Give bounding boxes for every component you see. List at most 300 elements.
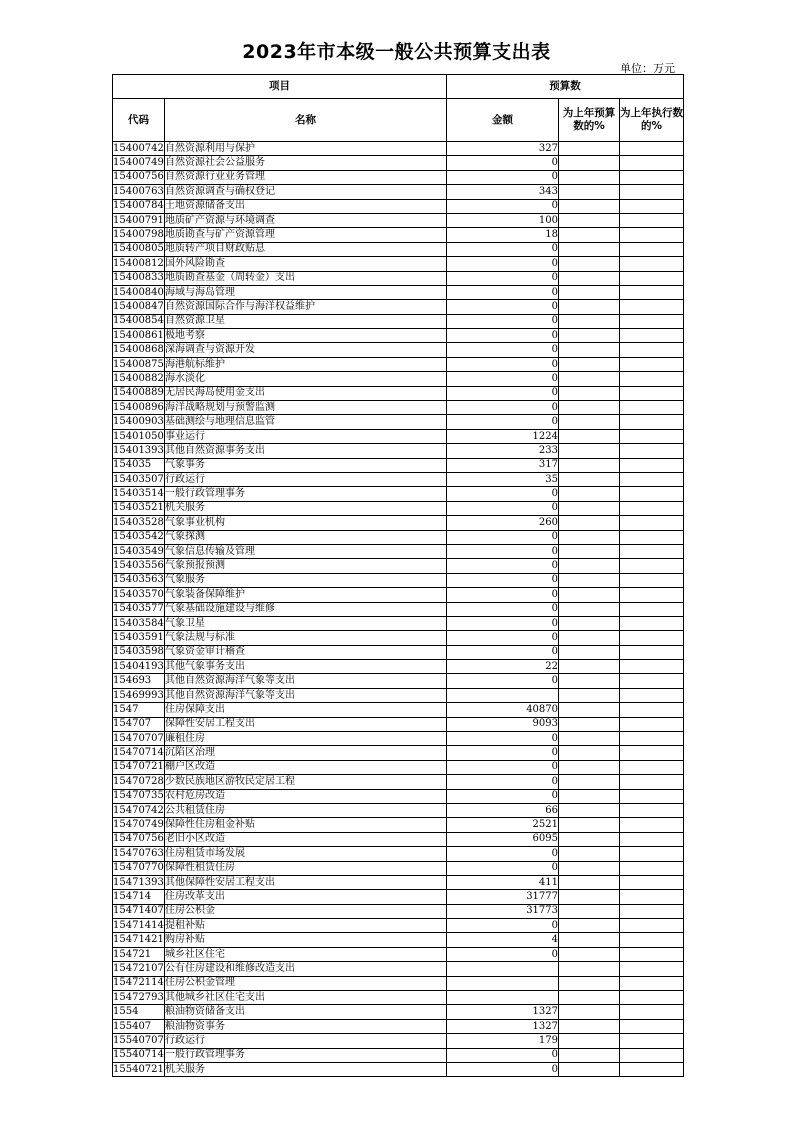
code-cell: 15400756: [113, 170, 165, 184]
amount-cell: 22: [447, 660, 559, 674]
table-row: [113, 415, 684, 429]
table-row: [113, 1063, 684, 1077]
amount-cell: 0: [447, 732, 559, 746]
pct-budget-cell: [559, 703, 620, 717]
pct-exec-cell: [620, 602, 684, 616]
table-row: [113, 746, 684, 760]
code-cell: 15400798: [113, 228, 165, 242]
pct-exec-cell: [620, 314, 684, 328]
name-cell: 老旧小区改造: [165, 832, 447, 846]
name-cell: 海港航标维护: [165, 357, 447, 371]
pct-exec-cell: [620, 228, 684, 242]
name-cell: 其他自然资源海洋气象等支出: [165, 674, 447, 688]
table-row: [113, 703, 684, 717]
pct-budget-cell: [559, 904, 620, 918]
pct-exec-cell: [620, 688, 684, 702]
pct-exec-cell: [620, 343, 684, 357]
code-cell: 15470756: [113, 832, 165, 846]
name-cell: 气象探测: [165, 530, 447, 544]
code-cell: 1554: [113, 1005, 165, 1019]
name-cell: 粮油物资事务: [165, 1019, 447, 1033]
code-cell: 15400805: [113, 242, 165, 256]
code-cell: 15400896: [113, 401, 165, 415]
table-row: [113, 429, 684, 443]
name-cell: 气象事务: [165, 458, 447, 472]
name-cell: 其他自然资源事务支出: [165, 444, 447, 458]
table-row: [113, 789, 684, 803]
name-cell: 住房公积金: [165, 904, 447, 918]
code-cell: 15471421: [113, 933, 165, 947]
amount-cell: 1224: [447, 429, 559, 443]
code-cell: 15403521: [113, 501, 165, 515]
name-cell: 住房公积金管理: [165, 976, 447, 990]
pct-budget-cell: [559, 329, 620, 343]
code-cell: 15540714: [113, 1048, 165, 1062]
pct-exec-cell: [620, 861, 684, 875]
amount-cell: 1327: [447, 1005, 559, 1019]
table-row: [113, 717, 684, 731]
name-cell: 农村危房改造: [165, 789, 447, 803]
amount-cell: 1327: [447, 1019, 559, 1033]
code-cell: 15403570: [113, 588, 165, 602]
name-cell: 气象法规与标准: [165, 631, 447, 645]
code-cell: 15403528: [113, 516, 165, 530]
table-row: [113, 947, 684, 961]
amount-cell: 0: [447, 257, 559, 271]
pct-exec-cell: [620, 458, 684, 472]
code-cell: 15400784: [113, 199, 165, 213]
pct-exec-cell: [620, 1048, 684, 1062]
code-cell: 15403591: [113, 631, 165, 645]
table-row: [113, 472, 684, 486]
pct-exec-cell: [620, 401, 684, 415]
name-cell: 自然资源利用与保护: [165, 142, 447, 156]
table-row: [113, 861, 684, 875]
pct-budget-cell: [559, 933, 620, 947]
code-cell: 154707: [113, 717, 165, 731]
amount-cell: 100: [447, 213, 559, 227]
name-cell: 海域与海岛管理: [165, 285, 447, 299]
pct-budget-cell: [559, 257, 620, 271]
name-cell: 棚户区改造: [165, 760, 447, 774]
code-cell: 15400749: [113, 156, 165, 170]
table-row: [113, 156, 684, 170]
pct-exec-cell: [620, 775, 684, 789]
name-cell: 自然资源国际合作与海洋权益维护: [165, 300, 447, 314]
pct-budget-cell: [559, 559, 620, 573]
header-project: 项目: [113, 75, 447, 99]
name-cell: 行政运行: [165, 472, 447, 486]
code-cell: 15400742: [113, 142, 165, 156]
pct-budget-cell: [559, 976, 620, 990]
pct-exec-cell: [620, 717, 684, 731]
name-cell: 气象资金审计稽查: [165, 645, 447, 659]
pct-exec-cell: [620, 991, 684, 1005]
amount-cell: 0: [447, 329, 559, 343]
pct-budget-cell: [559, 789, 620, 803]
pct-exec-cell: [620, 300, 684, 314]
code-cell: 15472793: [113, 991, 165, 1005]
table-row: [113, 444, 684, 458]
code-cell: 15400833: [113, 271, 165, 285]
amount-cell: 0: [447, 616, 559, 630]
pct-exec-cell: [620, 1019, 684, 1033]
pct-exec-cell: [620, 1034, 684, 1048]
pct-budget-cell: [559, 285, 620, 299]
table-row: [113, 228, 684, 242]
pct-budget-cell: [559, 616, 620, 630]
pct-budget-cell: [559, 732, 620, 746]
name-cell: 其他自然资源海洋气象等支出: [165, 688, 447, 702]
table-row: [113, 1005, 684, 1019]
pct-budget-cell: [559, 674, 620, 688]
name-cell: 深海调查与资源开发: [165, 343, 447, 357]
table-row: [113, 832, 684, 846]
pct-exec-cell: [620, 732, 684, 746]
name-cell: 少数民族地区游牧民定居工程: [165, 775, 447, 789]
amount-cell: 0: [447, 760, 559, 774]
pct-budget-cell: [559, 472, 620, 486]
amount-cell: 9093: [447, 717, 559, 731]
code-cell: 15471393: [113, 875, 165, 889]
code-cell: 15470714: [113, 746, 165, 760]
table-row: [113, 386, 684, 400]
pct-budget-cell: [559, 314, 620, 328]
header-code: 代码: [113, 99, 165, 142]
table-row: [113, 645, 684, 659]
pct-budget-cell: [559, 947, 620, 961]
name-cell: 保障性安居工程支出: [165, 717, 447, 731]
table-row: [113, 257, 684, 271]
table-row: [113, 976, 684, 990]
pct-budget-cell: [559, 300, 620, 314]
pct-budget-cell: [559, 818, 620, 832]
amount-cell: 0: [447, 789, 559, 803]
amount-cell: 0: [447, 487, 559, 501]
amount-cell: 0: [447, 415, 559, 429]
code-cell: 15400791: [113, 213, 165, 227]
code-cell: 15400889: [113, 386, 165, 400]
code-cell: 15470763: [113, 847, 165, 861]
pct-exec-cell: [620, 544, 684, 558]
table-row: [113, 1048, 684, 1062]
table-row: [113, 660, 684, 674]
amount-cell: 0: [447, 530, 559, 544]
name-cell: 地质勘查与矿产资源管理: [165, 228, 447, 242]
name-cell: 地质转产项目财政贴息: [165, 242, 447, 256]
name-cell: 自然资源调查与确权登记: [165, 185, 447, 199]
pct-exec-cell: [620, 789, 684, 803]
amount-cell: 0: [447, 847, 559, 861]
pct-budget-cell: [559, 847, 620, 861]
pct-budget-cell: [559, 530, 620, 544]
pct-budget-cell: [559, 199, 620, 213]
name-cell: 气象预报预测: [165, 559, 447, 573]
name-cell: 一般行政管理事务: [165, 487, 447, 501]
table-row: [113, 991, 684, 1005]
pct-budget-cell: [559, 142, 620, 156]
table-row: [113, 890, 684, 904]
code-cell: 15470707: [113, 732, 165, 746]
code-cell: 15403507: [113, 472, 165, 486]
table-row: [113, 199, 684, 213]
table-row: [113, 933, 684, 947]
amount-cell: 411: [447, 875, 559, 889]
table-row: [113, 803, 684, 817]
code-cell: 15540721: [113, 1063, 165, 1077]
code-cell: 15403549: [113, 544, 165, 558]
pct-budget-cell: [559, 890, 620, 904]
table-row: [113, 343, 684, 357]
code-cell: 15540707: [113, 1034, 165, 1048]
amount-cell: 0: [447, 401, 559, 415]
name-cell: 气象服务: [165, 573, 447, 587]
amount-cell: 2521: [447, 818, 559, 832]
table-row: [113, 285, 684, 299]
pct-exec-cell: [620, 875, 684, 889]
code-cell: 15470735: [113, 789, 165, 803]
code-cell: 15470728: [113, 775, 165, 789]
pct-budget-cell: [559, 1063, 620, 1077]
amount-cell: 0: [447, 300, 559, 314]
pct-exec-cell: [620, 645, 684, 659]
amount-cell: 317: [447, 458, 559, 472]
name-cell: 自然资源社会公益服务: [165, 156, 447, 170]
name-cell: 廉租住房: [165, 732, 447, 746]
pct-budget-cell: [559, 271, 620, 285]
pct-exec-cell: [620, 803, 684, 817]
amount-cell: [447, 962, 559, 976]
code-cell: 15403542: [113, 530, 165, 544]
pct-budget-cell: [559, 1019, 620, 1033]
table-row: [113, 544, 684, 558]
amount-cell: [447, 976, 559, 990]
pct-exec-cell: [620, 372, 684, 386]
pct-budget-cell: [559, 444, 620, 458]
name-cell: 无居民海岛使用金支出: [165, 386, 447, 400]
table-row: [113, 271, 684, 285]
code-cell: 15472114: [113, 976, 165, 990]
name-cell: 海洋战略规划与预警监测: [165, 401, 447, 415]
pct-exec-cell: [620, 660, 684, 674]
pct-budget-cell: [559, 875, 620, 889]
pct-exec-cell: [620, 832, 684, 846]
code-cell: 15471407: [113, 904, 165, 918]
amount-cell: 327: [447, 142, 559, 156]
table-row: [113, 588, 684, 602]
pct-budget-cell: [559, 343, 620, 357]
pct-exec-cell: [620, 746, 684, 760]
name-cell: 气象事业机构: [165, 516, 447, 530]
amount-cell: 0: [447, 242, 559, 256]
page-title: 2023年市本级一般公共预算支出表: [242, 41, 551, 63]
name-cell: 提租补贴: [165, 919, 447, 933]
pct-budget-cell: [559, 645, 620, 659]
code-cell: 15401050: [113, 429, 165, 443]
name-cell: 国外风险勘查: [165, 257, 447, 271]
code-cell: 15400763: [113, 185, 165, 199]
code-cell: 15470770: [113, 861, 165, 875]
name-cell: 沉陷区治理: [165, 746, 447, 760]
pct-budget-cell: [559, 832, 620, 846]
name-cell: 其他保障性安居工程支出: [165, 875, 447, 889]
amount-cell: 0: [447, 343, 559, 357]
pct-budget-cell: [559, 185, 620, 199]
amount-cell: 0: [447, 602, 559, 616]
pct-exec-cell: [620, 559, 684, 573]
name-cell: 购房补贴: [165, 933, 447, 947]
table-row: [113, 300, 684, 314]
table-row: [113, 1034, 684, 1048]
pct-budget-cell: [559, 573, 620, 587]
code-cell: 15400812: [113, 257, 165, 271]
pct-budget-cell: [559, 516, 620, 530]
name-cell: 公有住房建设和维修改造支出: [165, 962, 447, 976]
name-cell: 气象装备保障维护: [165, 588, 447, 602]
amount-cell: 31773: [447, 904, 559, 918]
pct-exec-cell: [620, 1063, 684, 1077]
table-row: [113, 688, 684, 702]
name-cell: 气象卫星: [165, 616, 447, 630]
code-cell: 154035: [113, 458, 165, 472]
name-cell: 保障性住房租金补贴: [165, 818, 447, 832]
amount-cell: 260: [447, 516, 559, 530]
amount-cell: 0: [447, 386, 559, 400]
pct-budget-cell: [559, 919, 620, 933]
pct-exec-cell: [620, 213, 684, 227]
pct-exec-cell: [620, 516, 684, 530]
table-row: [113, 185, 684, 199]
pct-exec-cell: [620, 1005, 684, 1019]
pct-exec-cell: [620, 904, 684, 918]
amount-cell: 4: [447, 933, 559, 947]
code-cell: 15403577: [113, 602, 165, 616]
pct-exec-cell: [620, 976, 684, 990]
amount-cell: 0: [447, 544, 559, 558]
name-cell: 保障性租赁住房: [165, 861, 447, 875]
pct-budget-cell: [559, 156, 620, 170]
header-budget: 预算数: [447, 75, 684, 99]
code-cell: 15400861: [113, 329, 165, 343]
code-cell: 15472107: [113, 962, 165, 976]
name-cell: 粮油物资储备支出: [165, 1005, 447, 1019]
amount-cell: 0: [447, 285, 559, 299]
amount-cell: 6095: [447, 832, 559, 846]
table-body: [113, 142, 684, 1077]
code-cell: 15470742: [113, 803, 165, 817]
code-cell: 15400882: [113, 372, 165, 386]
amount-cell: 343: [447, 185, 559, 199]
name-cell: 极地考察: [165, 329, 447, 343]
amount-cell: 0: [447, 156, 559, 170]
name-cell: 气象信息传输及管理: [165, 544, 447, 558]
pct-budget-cell: [559, 401, 620, 415]
table-row: [113, 616, 684, 630]
table-row: [113, 458, 684, 472]
pct-budget-cell: [559, 717, 620, 731]
table-row: [113, 760, 684, 774]
code-cell: 15403563: [113, 573, 165, 587]
pct-exec-cell: [620, 890, 684, 904]
pct-budget-cell: [559, 242, 620, 256]
table-row: [113, 631, 684, 645]
amount-cell: 0: [447, 357, 559, 371]
pct-exec-cell: [620, 631, 684, 645]
unit-label: 单位：万元: [620, 62, 675, 75]
pct-exec-cell: [620, 847, 684, 861]
amount-cell: 0: [447, 314, 559, 328]
pct-exec-cell: [620, 487, 684, 501]
name-cell: 基础测绘与地理信息监管: [165, 415, 447, 429]
table-row: [113, 401, 684, 415]
pct-exec-cell: [620, 271, 684, 285]
table-row: [113, 530, 684, 544]
pct-exec-cell: [620, 170, 684, 184]
table-row: [113, 329, 684, 343]
pct-exec-cell: [620, 703, 684, 717]
code-cell: 15403584: [113, 616, 165, 630]
amount-cell: 0: [447, 746, 559, 760]
code-cell: 154714: [113, 890, 165, 904]
table-row: [113, 732, 684, 746]
table-row: [113, 775, 684, 789]
name-cell: 住房保障支出: [165, 703, 447, 717]
code-cell: 15400903: [113, 415, 165, 429]
code-cell: 15470721: [113, 760, 165, 774]
pct-exec-cell: [620, 386, 684, 400]
amount-cell: 0: [447, 559, 559, 573]
code-cell: 15401393: [113, 444, 165, 458]
pct-budget-cell: [559, 501, 620, 515]
header-amount: 金额: [447, 99, 559, 142]
name-cell: 其他城乡社区住宅支出: [165, 991, 447, 1005]
amount-cell: 0: [447, 631, 559, 645]
pct-budget-cell: [559, 415, 620, 429]
pct-budget-cell: [559, 170, 620, 184]
pct-exec-cell: [620, 530, 684, 544]
pct-budget-cell: [559, 660, 620, 674]
pct-exec-cell: [620, 616, 684, 630]
table-row: [113, 602, 684, 616]
name-cell: 事业运行: [165, 429, 447, 443]
table-row: [113, 487, 684, 501]
header-name: 名称: [165, 99, 447, 142]
name-cell: 公共租赁住房: [165, 803, 447, 817]
code-cell: 15400875: [113, 357, 165, 371]
amount-cell: 0: [447, 271, 559, 285]
amount-cell: 0: [447, 573, 559, 587]
pct-exec-cell: [620, 185, 684, 199]
table-row: [113, 962, 684, 976]
pct-budget-cell: [559, 429, 620, 443]
pct-exec-cell: [620, 357, 684, 371]
pct-budget-cell: [559, 602, 620, 616]
pct-exec-cell: [620, 818, 684, 832]
code-cell: 15403556: [113, 559, 165, 573]
pct-exec-cell: [620, 573, 684, 587]
pct-exec-cell: [620, 501, 684, 515]
pct-exec-cell: [620, 919, 684, 933]
pct-exec-cell: [620, 947, 684, 961]
amount-cell: 233: [447, 444, 559, 458]
pct-exec-cell: [620, 285, 684, 299]
pct-exec-cell: [620, 933, 684, 947]
table-row: [113, 142, 684, 156]
pct-budget-cell: [559, 1005, 620, 1019]
pct-budget-cell: [559, 1034, 620, 1048]
pct-budget-cell: [559, 962, 620, 976]
name-cell: 海水淡化: [165, 372, 447, 386]
